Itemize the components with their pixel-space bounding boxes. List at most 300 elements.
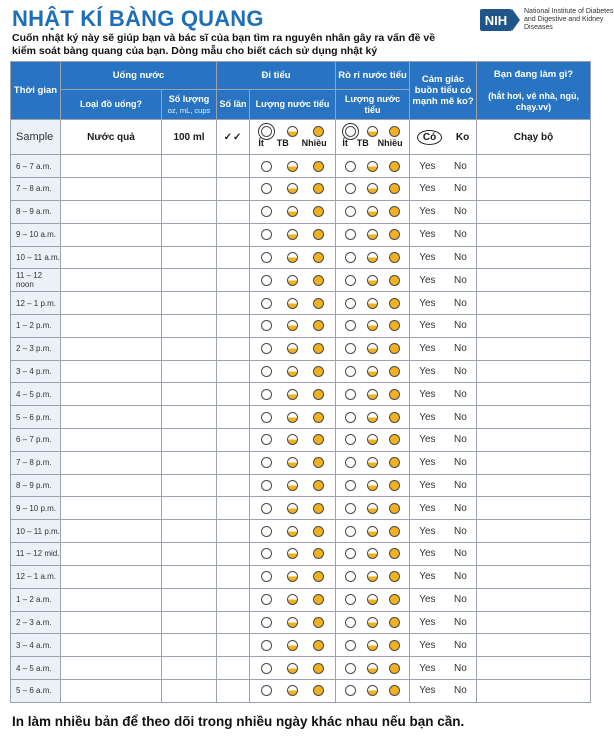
circle-half-icon[interactable] [287,298,298,309]
circle-empty-icon[interactable] [345,320,356,331]
circle-empty-icon[interactable] [345,343,356,354]
times-cell[interactable] [217,383,250,406]
circle-empty-icon[interactable] [345,685,356,696]
circle-full-icon[interactable] [313,206,324,217]
circle-full-icon[interactable] [313,663,324,674]
urge-yes-option[interactable]: Yes [419,480,436,492]
activity-cell[interactable] [477,360,591,383]
circle-half-icon[interactable] [287,457,298,468]
urge-no-option[interactable]: No [454,343,467,355]
circle-half-icon[interactable] [287,526,298,537]
activity-cell[interactable] [477,588,591,611]
amount-cell[interactable] [162,200,217,223]
circle-empty-icon[interactable] [345,161,356,172]
circle-empty-icon[interactable] [261,161,272,172]
drink-type-cell[interactable] [61,634,162,657]
times-cell[interactable] [217,246,250,269]
drink-type-cell[interactable] [61,543,162,566]
urge-yes-option[interactable]: Yes [419,251,436,263]
circle-empty-icon[interactable] [261,412,272,423]
circle-half-icon[interactable] [367,320,378,331]
circle-empty-icon[interactable] [345,229,356,240]
activity-cell[interactable] [477,520,591,543]
circle-half-icon[interactable] [287,183,298,194]
urge-no-option[interactable]: No [454,685,467,697]
circle-empty-icon[interactable] [261,275,272,286]
drink-type-cell[interactable] [61,657,162,680]
urge-yes-option[interactable]: Yes [419,434,436,446]
circle-full-icon[interactable] [389,617,400,628]
circle-half-icon[interactable] [287,252,298,263]
circle-full-icon[interactable] [313,571,324,582]
table-row [11,246,591,269]
urge-yes-option[interactable]: Yes [419,320,436,332]
circle-half-icon[interactable] [287,229,298,240]
drink-type-cell[interactable] [61,429,162,452]
drink-type-cell[interactable] [61,178,162,201]
circle-half-icon[interactable] [287,480,298,491]
circle-half-icon[interactable] [287,503,298,514]
circle-empty-icon[interactable] [261,343,272,354]
circle-half-icon[interactable] [367,206,378,217]
circle-half-icon[interactable] [367,389,378,400]
circle-full-icon[interactable] [389,503,400,514]
activity-cell[interactable] [477,406,591,429]
circle-half-icon[interactable] [287,343,298,354]
urge-no-option[interactable]: No [454,457,467,469]
activity-cell[interactable] [477,657,591,680]
circle-full-icon[interactable] [389,229,400,240]
circle-full-icon[interactable] [389,206,400,217]
urge-yes-option[interactable]: Yes [419,388,436,400]
circle-empty-icon[interactable] [261,571,272,582]
urge-no-option[interactable]: No [454,365,467,377]
urge-cell [410,337,477,360]
circle-half-icon[interactable] [367,252,378,263]
activity-cell[interactable] [477,474,591,497]
urge-no-option[interactable]: No [454,229,467,241]
urge-yes-option[interactable]: Yes [419,411,436,423]
circle-full-icon[interactable] [389,412,400,423]
amount-cell[interactable] [162,611,217,634]
circle-empty-icon[interactable] [345,663,356,674]
urge-yes-option[interactable]: Yes [419,548,436,560]
urge-yes-option[interactable]: Yes [419,525,436,537]
circle-empty-icon[interactable] [345,548,356,559]
times-cell[interactable] [217,451,250,474]
circle-full-icon[interactable] [313,434,324,445]
circle-empty-icon[interactable] [261,457,272,468]
circle-half-icon[interactable] [287,594,298,605]
circle-full-icon[interactable] [313,457,324,468]
times-cell[interactable] [217,657,250,680]
times-cell[interactable] [217,543,250,566]
circle-empty-icon[interactable] [261,298,272,309]
activity-cell[interactable] [477,292,591,315]
drink-type-cell[interactable] [61,520,162,543]
amount-cell[interactable] [162,383,217,406]
urge-no-option[interactable]: No [454,662,467,674]
circle-half-icon[interactable] [367,275,378,286]
circle-empty-icon[interactable] [345,617,356,628]
amount-cell[interactable] [162,451,217,474]
urge-no-option[interactable]: No [454,548,467,560]
circle-empty-icon[interactable] [261,206,272,217]
circle-full-icon[interactable] [313,298,324,309]
activity-cell[interactable] [477,200,591,223]
circle-full-icon[interactable] [313,526,324,537]
amount-cell[interactable] [162,223,217,246]
activity-cell[interactable] [477,314,591,337]
amount-cell[interactable] [162,292,217,315]
circle-full-icon[interactable] [389,298,400,309]
circle-full-icon[interactable] [313,343,324,354]
circle-half-icon[interactable] [367,229,378,240]
amount-cell[interactable] [162,634,217,657]
urge-yes-option[interactable]: Yes [419,662,436,674]
times-cell[interactable] [217,155,250,178]
circle-empty-icon [261,126,272,137]
circle-full-icon[interactable] [313,480,324,491]
drink-type-cell[interactable] [61,451,162,474]
circle-half-icon[interactable] [287,320,298,331]
times-cell[interactable] [217,611,250,634]
circle-full-icon[interactable] [313,503,324,514]
activity-cell[interactable] [477,451,591,474]
drink-type-cell[interactable] [61,314,162,337]
circle-full-icon[interactable] [389,252,400,263]
urge-yes-option[interactable]: Yes [419,365,436,377]
circle-empty-icon[interactable] [261,366,272,377]
circle-empty-icon[interactable] [261,434,272,445]
urge-yes-option[interactable]: Yes [419,229,436,241]
circle-full-icon[interactable] [313,183,324,194]
circle-empty-icon[interactable] [261,594,272,605]
circle-half-icon[interactable] [367,183,378,194]
amount-cell[interactable] [162,337,217,360]
urge-no-option[interactable]: No [454,160,467,172]
circle-empty-icon[interactable] [345,571,356,582]
circle-empty-icon[interactable] [345,298,356,309]
times-cell[interactable] [217,565,250,588]
circle-empty-icon[interactable] [261,548,272,559]
circle-empty-icon[interactable] [261,320,272,331]
times-cell[interactable] [217,679,250,702]
circle-full-icon[interactable] [389,663,400,674]
urge-yes-option[interactable]: Yes [419,206,436,218]
times-cell[interactable] [217,269,250,292]
urge-no-option[interactable]: No [454,251,467,263]
circle-half-icon[interactable] [287,617,298,628]
amount-cell[interactable] [162,406,217,429]
circle-empty-icon[interactable] [345,457,356,468]
drink-type-cell[interactable] [61,292,162,315]
drink-type-cell[interactable] [61,223,162,246]
circle-half-icon[interactable] [367,366,378,377]
times-cell[interactable] [217,497,250,520]
urge-yes-option[interactable]: Yes [419,571,436,583]
circle-half-icon[interactable] [367,298,378,309]
activity-cell[interactable] [477,246,591,269]
activity-cell[interactable] [477,178,591,201]
circle-half-icon[interactable] [367,548,378,559]
amount-cell[interactable] [162,360,217,383]
drink-type-cell[interactable] [61,474,162,497]
activity-cell[interactable] [477,269,591,292]
amount-cell[interactable] [162,679,217,702]
circle-full-icon[interactable] [389,275,400,286]
circle-full-icon[interactable] [389,389,400,400]
circle-half-icon[interactable] [367,685,378,696]
circle-empty-icon[interactable] [261,183,272,194]
urge-no-option[interactable]: No [454,502,467,514]
circle-half-icon[interactable] [287,366,298,377]
drink-type-cell[interactable] [61,200,162,223]
circle-half-icon[interactable] [367,434,378,445]
circle-empty-icon[interactable] [261,526,272,537]
activity-cell[interactable] [477,223,591,246]
urge-yes-option[interactable]: Yes [419,274,436,286]
circle-full-icon[interactable] [389,685,400,696]
urge-yes-option[interactable]: Yes [419,160,436,172]
urge-no-option[interactable]: No [454,639,467,651]
circle-empty-icon[interactable] [261,640,272,651]
circle-half-icon[interactable] [287,389,298,400]
urge-yes-option[interactable]: Yes [419,616,436,628]
activity-cell[interactable] [477,337,591,360]
circle-half-icon[interactable] [367,457,378,468]
table-row [11,406,591,429]
circle-empty-icon[interactable] [345,480,356,491]
amount-cell[interactable] [162,565,217,588]
urge-no-option[interactable]: No [454,183,467,195]
urge-no-option[interactable]: No [454,320,467,332]
drink-type-cell[interactable] [61,155,162,178]
amount-cell[interactable] [162,314,217,337]
circle-empty-icon[interactable] [261,480,272,491]
circle-full-icon[interactable] [313,548,324,559]
circle-empty-icon[interactable] [345,366,356,377]
times-cell[interactable] [217,292,250,315]
circle-full-icon[interactable] [313,412,324,423]
circle-half-icon[interactable] [287,206,298,217]
drink-type-cell[interactable] [61,406,162,429]
circle-full-icon[interactable] [389,594,400,605]
circle-empty-icon[interactable] [345,594,356,605]
row-time: 4 – 5 p.m. [11,383,61,406]
activity-cell[interactable] [477,429,591,452]
times-cell[interactable] [217,337,250,360]
circle-full-icon[interactable] [389,183,400,194]
urge-yes-option[interactable]: Yes [419,639,436,651]
amount-cell[interactable] [162,657,217,680]
circle-full-icon[interactable] [389,343,400,354]
drink-type-cell[interactable] [61,497,162,520]
urge-no-option[interactable]: No [454,571,467,583]
times-cell[interactable] [217,520,250,543]
activity-cell[interactable] [477,543,591,566]
amount-cell[interactable] [162,429,217,452]
times-cell[interactable] [217,634,250,657]
times-cell[interactable] [217,588,250,611]
activity-cell[interactable] [477,497,591,520]
circle-empty-icon[interactable] [261,503,272,514]
urge-no-option[interactable]: No [454,616,467,628]
table-row [11,679,591,702]
urge-no-option[interactable]: No [454,594,467,606]
circle-full-icon[interactable] [313,389,324,400]
circle-empty-icon[interactable] [345,206,356,217]
circle-empty-icon[interactable] [261,685,272,696]
circle-full-icon[interactable] [313,252,324,263]
urine-amount-cell [250,223,336,246]
urge-yes-option[interactable]: Yes [419,183,436,195]
times-cell[interactable] [217,406,250,429]
amount-cell[interactable] [162,520,217,543]
activity-cell[interactable] [477,634,591,657]
drink-type-cell[interactable] [61,360,162,383]
amount-cell[interactable] [162,155,217,178]
circle-full-icon[interactable] [389,480,400,491]
urge-yes-option[interactable]: Yes [419,457,436,469]
activity-cell[interactable] [477,565,591,588]
circle-half-icon[interactable] [367,640,378,651]
circle-empty-icon[interactable] [345,183,356,194]
circle-empty-icon[interactable] [345,389,356,400]
circle-full-icon[interactable] [389,457,400,468]
activity-cell[interactable] [477,383,591,406]
times-cell[interactable] [217,314,250,337]
urge-yes-option[interactable]: Yes [419,343,436,355]
row-time: 1 – 2 a.m. [11,588,61,611]
row-time: 2 – 3 p.m. [11,337,61,360]
circle-half-icon[interactable] [367,412,378,423]
circle-empty-icon[interactable] [261,663,272,674]
circle-full-icon[interactable] [313,161,324,172]
circle-half-icon[interactable] [287,548,298,559]
circle-full-icon[interactable] [389,366,400,377]
circle-full-icon[interactable] [389,640,400,651]
circle-empty-icon[interactable] [345,252,356,263]
circle-full-icon[interactable] [313,594,324,605]
urge-no-option[interactable]: No [454,434,467,446]
circle-full-icon[interactable] [313,640,324,651]
circle-empty-icon[interactable] [345,640,356,651]
circle-half-icon[interactable] [367,503,378,514]
urge-yes-option[interactable]: Yes [419,502,436,514]
circle-full-icon[interactable] [313,275,324,286]
circle-full-icon[interactable] [389,161,400,172]
circle-full-icon[interactable] [313,320,324,331]
circle-half-icon[interactable] [287,685,298,696]
circle-half-icon[interactable] [287,663,298,674]
drink-type-cell[interactable] [61,337,162,360]
circle-empty-icon[interactable] [345,503,356,514]
times-cell[interactable] [217,178,250,201]
circle-half-icon[interactable] [367,526,378,537]
drink-type-cell[interactable] [61,246,162,269]
circle-half-icon[interactable] [367,343,378,354]
urge-no-option[interactable]: No [454,297,467,309]
urge-no-option[interactable]: No [454,274,467,286]
drink-type-cell[interactable] [61,565,162,588]
activity-cell[interactable] [477,611,591,634]
circle-half-icon[interactable] [367,571,378,582]
circle-half-icon[interactable] [287,161,298,172]
circle-full-icon[interactable] [313,229,324,240]
circle-full-icon[interactable] [389,548,400,559]
amount-cell[interactable] [162,497,217,520]
circle-half-icon[interactable] [287,275,298,286]
circle-half-icon[interactable] [287,571,298,582]
circle-half-icon[interactable] [287,412,298,423]
urine-amount-cell [250,337,336,360]
circle-empty-icon[interactable] [345,434,356,445]
urge-no-option[interactable]: No [454,411,467,423]
times-cell[interactable] [217,360,250,383]
circle-full-icon[interactable] [389,526,400,537]
circle-empty-icon[interactable] [261,252,272,263]
amount-cell[interactable] [162,246,217,269]
drink-type-cell[interactable] [61,611,162,634]
times-cell[interactable] [217,223,250,246]
circle-full-icon[interactable] [389,320,400,331]
circle-full-icon[interactable] [389,434,400,445]
circle-empty-icon[interactable] [261,617,272,628]
row-time: 10 – 11 p.m. [11,520,61,543]
urge-no-option[interactable]: No [454,525,467,537]
circle-empty-icon[interactable] [261,389,272,400]
circle-half-icon[interactable] [367,594,378,605]
drink-type-cell[interactable] [61,269,162,292]
circle-half-icon[interactable] [367,161,378,172]
amount-cell[interactable] [162,474,217,497]
circle-half-icon[interactable] [287,434,298,445]
circle-empty-icon[interactable] [261,229,272,240]
circle-full-icon[interactable] [313,685,324,696]
urine-amount-cell [250,360,336,383]
circle-empty-icon[interactable] [345,275,356,286]
amount-cell[interactable] [162,269,217,292]
drink-type-cell[interactable] [61,588,162,611]
times-cell[interactable] [217,200,250,223]
activity-cell[interactable] [477,679,591,702]
urge-yes-option[interactable]: Yes [419,297,436,309]
drink-type-cell[interactable] [61,679,162,702]
circle-empty-icon[interactable] [345,412,356,423]
amount-cell[interactable] [162,588,217,611]
circle-full-icon[interactable] [313,366,324,377]
urge-no-option[interactable]: No [454,206,467,218]
urge-no-option[interactable]: No [454,480,467,492]
amount-cell[interactable] [162,543,217,566]
circle-half-icon[interactable] [287,640,298,651]
circle-half-icon[interactable] [367,617,378,628]
activity-cell[interactable] [477,155,591,178]
amount-cell[interactable] [162,178,217,201]
urge-yes-option[interactable]: Yes [419,594,436,606]
times-cell[interactable] [217,429,250,452]
circle-full-icon[interactable] [313,617,324,628]
drink-type-cell[interactable] [61,383,162,406]
times-cell[interactable] [217,474,250,497]
circle-half-icon[interactable] [367,663,378,674]
circle-empty-icon[interactable] [345,526,356,537]
circle-full-icon[interactable] [389,571,400,582]
urge-no-option[interactable]: No [454,388,467,400]
urge-yes-option[interactable]: Yes [419,685,436,697]
circle-half-icon[interactable] [367,480,378,491]
